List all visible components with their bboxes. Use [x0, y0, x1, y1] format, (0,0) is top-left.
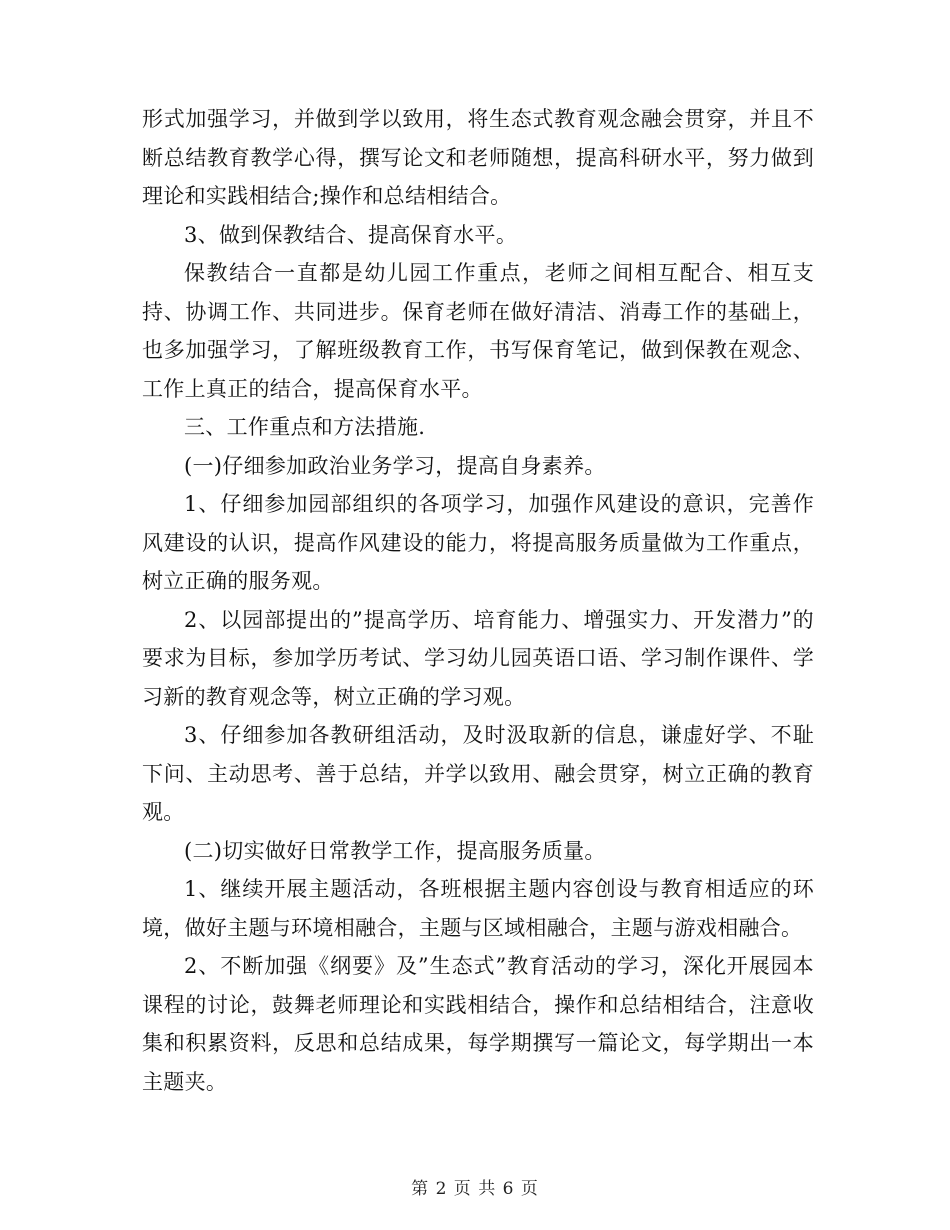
paragraph-item-2-curriculum: 2、不断加强《纲要》及”生态式”教育活动的学习，深化开展园本课程的讨论，鼓舞老师理论和实践相结合，操作和总结相结合，注意收集和积累资料，反思和总结成果，每学期撰写一篇论文，每学期出一本主题夹。: [142, 954, 814, 1094]
page-number-footer: 第 2 页 共 6 页: [411, 1179, 539, 1199]
paragraph-continuation: 形式加强学习，并做到学以致用，将生态式教育观念融会贯穿，并且不断总结教育教学心得，撰写论文和老师随想，提高科研水平，努力做到理论和实践相结合;操作和总结相结合。: [142, 107, 814, 208]
paragraph-heading-3-care-education: 3、做到保教结合、提高保育水平。: [184, 222, 518, 247]
section-heading-three: 三、工作重点和方法措施.: [184, 415, 426, 439]
document-body: [142, 100, 814, 1101]
paragraph-item-3-research: 3、仔细参加各教研组活动，及时汲取新的信息，谦虚好学、不耻下问、主动思考、善于总结，并学以致用、融会贯穿，树立正确的教育观。: [142, 723, 814, 824]
paragraph-care-education-body: 保教结合一直都是幼儿园工作重点，老师之间相互配合、相互支持、协调工作、共同进步。保育老师在做好清洁、消毒工作的基础上，也多加强学习，了解班级教育工作，书写保育笔记，做到保教在观念、工作上真正的结合，提高保育水平。: [142, 261, 814, 401]
subsection-heading-two: (二)切实做好日常教学工作，提高服务质量。: [184, 838, 606, 863]
paragraph-item-1-study: 1、仔细参加园部组织的各项学习，加强作风建设的意识，完善作风建设的认识，提高作风建设的能力，将提高服务质量做为工作重点，树立正确的服务观。: [142, 492, 814, 593]
subsection-heading-one: (一)仔细参加政治业务学习，提高自身素养。: [184, 453, 606, 478]
paragraph-item-1-themes: 1、继续开展主题活动，各班根据主题内容创设与教育相适应的环境，做好主题与环境相融合，主题与区域相融合，主题与游戏相融合。: [142, 877, 814, 940]
paragraph-item-2-goals: 2、以园部提出的”提高学历、培育能力、增强实力、开发潜力”的要求为目标，参加学历考试、学习幼儿园英语口语、学习制作课件、学习新的教育观念等，树立正确的学习观。: [142, 607, 814, 709]
